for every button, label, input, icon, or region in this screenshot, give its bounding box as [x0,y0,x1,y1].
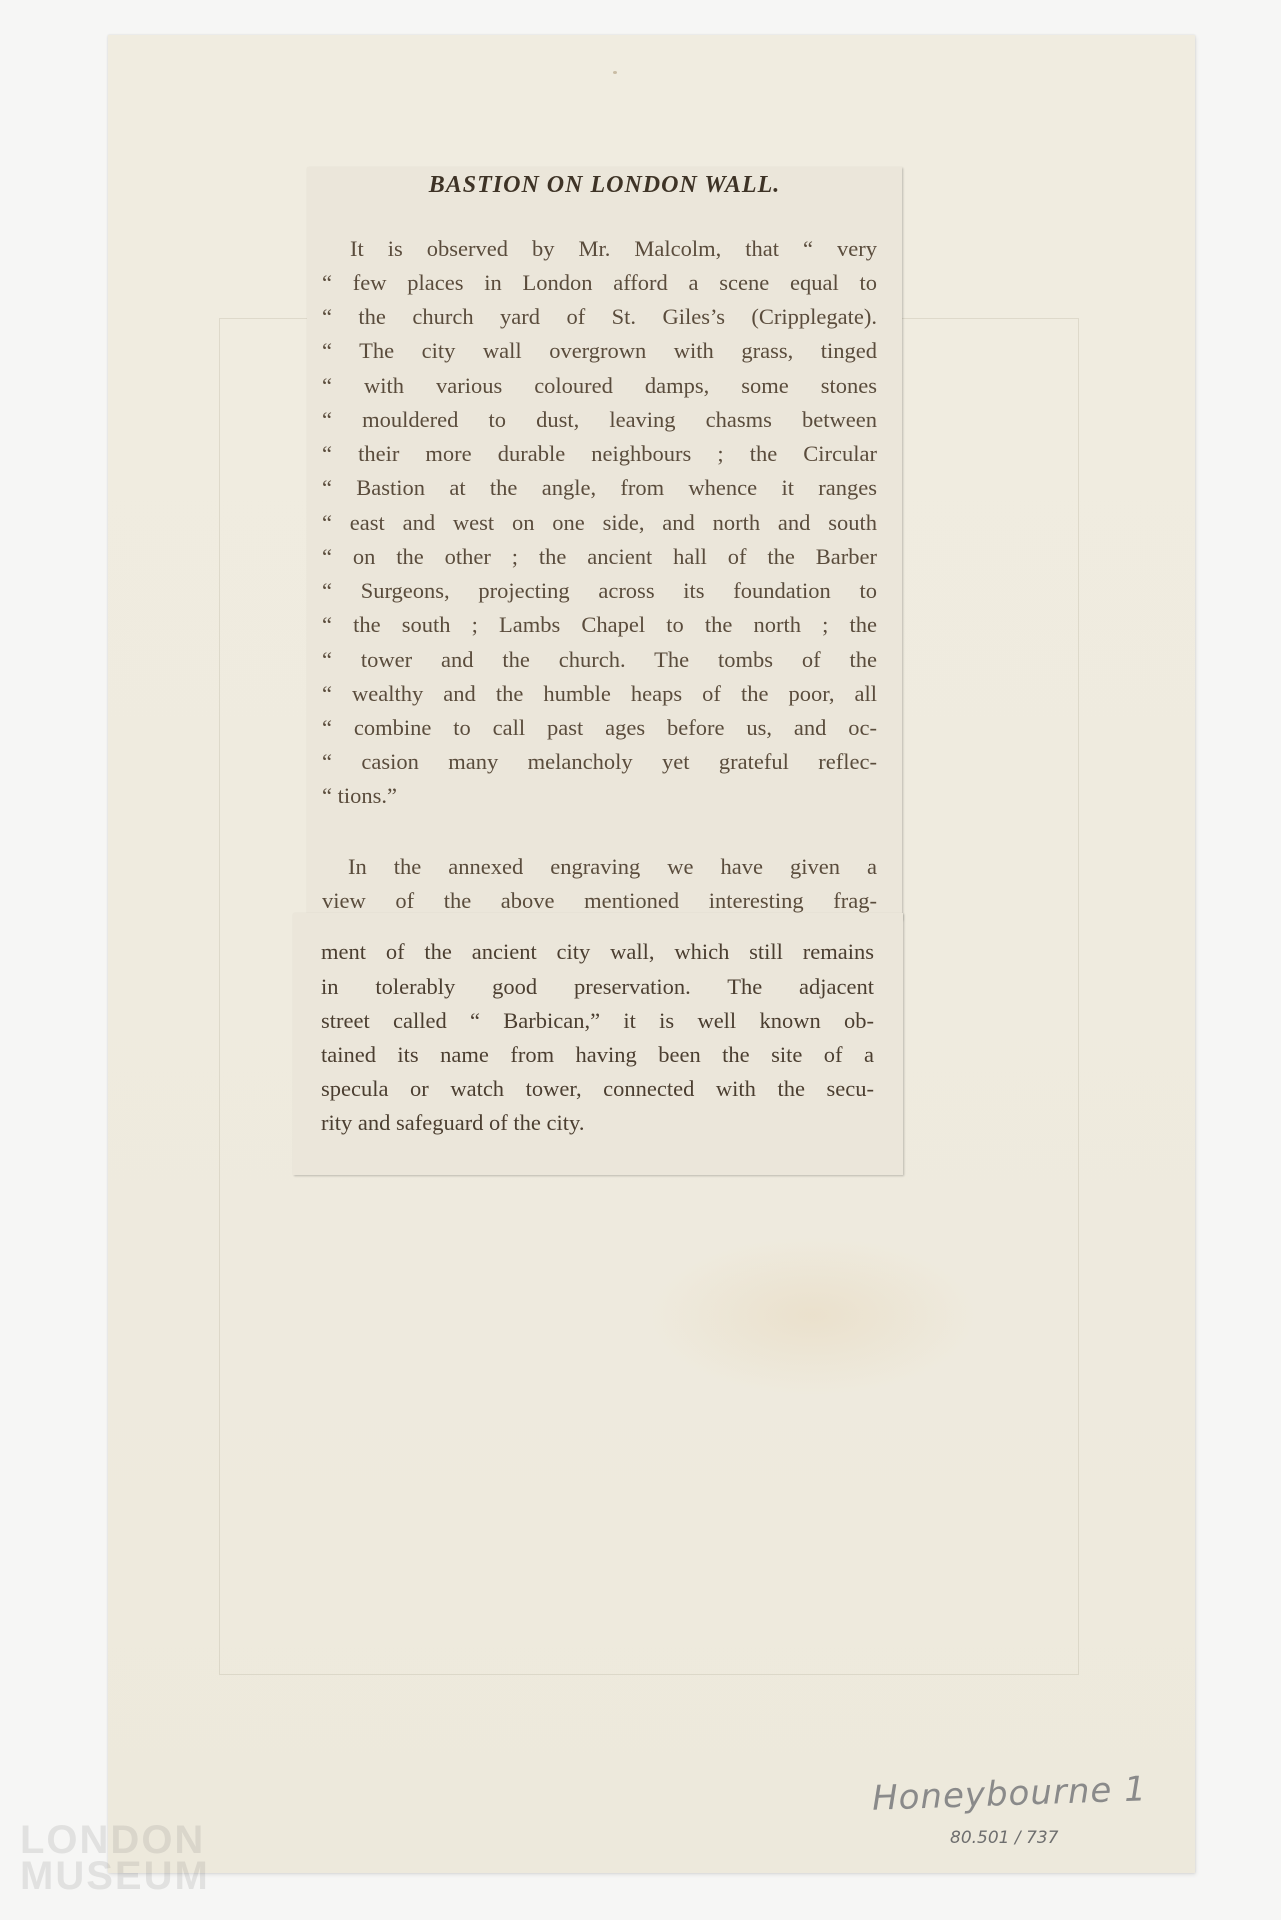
museum-watermark [20,1818,210,1898]
text-line: ment of the ancient city wall, which still remains [321,939,874,964]
accession-number: 80.501 / 737 [950,1828,1059,1848]
watermark-line: LONDON [20,1818,206,1862]
text-line: specula or watch tower, connected with the secu- [321,1076,874,1101]
text-line: “ The city wall overgrown with grass, tinged [322,338,877,363]
article-title: BASTION ON LONDON WALL. [428,172,781,198]
text-line: It is observed by Mr. Malcolm, that “ very [350,236,877,261]
text-line: tained its name from having been the site of a [321,1042,874,1067]
text-line: In the annexed engraving we have given a [348,854,877,879]
text-line: “ casion many melancholy yet grateful reflec- [322,749,877,774]
text-line: “ Bastion at the angle, from whence it ranges [322,475,877,500]
text-line: rity and safeguard of the city. [321,1110,585,1135]
text-line: “ the church yard of St. Giles’s (Cripplegate). [322,304,877,329]
text-line: “ combine to call past ages before us, and oc- [322,715,877,740]
text-line: view of the above mentioned interesting frag- [322,888,877,913]
text-line: “ few places in London afford a scene equal to [322,270,877,295]
handwritten-annotation: Honeybourne 1 [871,1769,1148,1819]
text-line: “ with various coloured damps, some stones [322,373,877,398]
text-line: “ tions.” [322,783,397,808]
paper-speck [613,71,617,74]
text-line: “ Surgeons, projecting across its foundation to [322,578,877,603]
text-line: in tolerably good preservation. The adjacent [321,974,874,999]
text-line: “ mouldered to dust, leaving chasms between [322,407,877,432]
text-line: “ their more durable neighbours ; the Circular [322,441,877,466]
text-line: “ wealthy and the humble heaps of the poor, all [322,681,877,706]
text-line: “ on the other ; the ancient hall of the Barber [322,544,877,569]
text-line: “ tower and the church. The tombs of the [322,647,877,672]
text-line: street called “ Barbican,” it is well known ob- [321,1008,874,1033]
text-line: “ the south ; Lambs Chapel to the north ; the [322,612,877,637]
text-line: “ east and west on one side, and north and south [322,510,877,535]
foxing-stain [648,1235,978,1395]
watermark-line: MUSEUM [20,1854,210,1898]
